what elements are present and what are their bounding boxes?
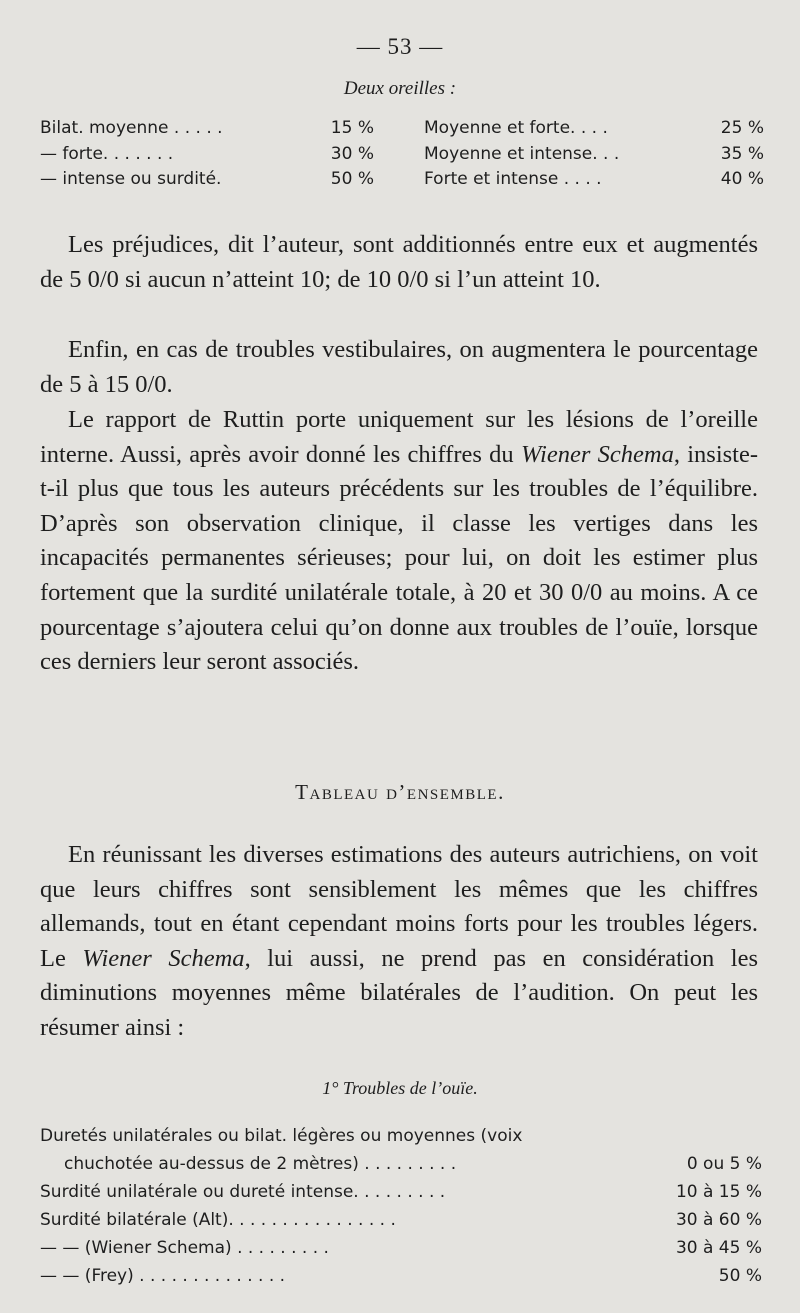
table-row: [40, 142, 764, 168]
table-row: [40, 1234, 762, 1262]
hearing-value: 0 ou 5 %: [686, 1154, 762, 1174]
ruttin-text-after: , insiste-t-il plus que tous les auteurs précédents sur les troubles de l’équilibre. D’après son observation clinique, il classe les vertiges dans les incapacités permanentes sérieuses; pour lui, on doit les estimer plus fortement que la surdité unilatérale totale, à 20 et 30 0/0 au moins. A ce pourcentage s’ajoutera celui qu’on donne aux troubles de l’ouïe, lorsque ces derniers leur seront associés.: [40, 440, 759, 676]
summary-text-after: , lui aussi, ne prend pas en considération les diminutions moyennes même bilatérales de l’audition. On peut les résumer ainsi :: [40, 944, 759, 1041]
ears-right-label: Moyenne et intense. . .: [424, 143, 620, 164]
table-row: [40, 167, 764, 193]
ears-left-percent: 50 %: [330, 169, 374, 189]
table-row: [40, 1262, 762, 1290]
ruttin-wiener-schema: Wiener Schema: [520, 440, 674, 468]
ears-left-percent: 15 %: [330, 118, 374, 138]
ears-left-percent: 30 %: [330, 143, 374, 164]
hearing-label: Duretés unilatérales ou bilat. légères ou moyennes (voix: [40, 1126, 523, 1146]
ears-right-percent: 40 %: [720, 169, 764, 189]
summary-text-before: En réunissant les diverses estimations des auteurs autrichiens, on voit que leurs chiffres sont sensiblement les mêmes que les chiffres allemands, tout en étant cependant moins forts pour les troubles légers. Le: [40, 841, 758, 972]
ears-right-label: Moyenne et forte. . . .: [424, 118, 608, 138]
hearing-title: 1° Troubles de l’ouïe.: [322, 1078, 478, 1098]
ears-left-label: Bilat. moyenne . . . . .: [40, 118, 223, 138]
ears-right-percent: 25 %: [720, 118, 764, 138]
paragraph-vestibular: Enfin, en cas de troubles vestibulaires, on augmentera le pourcentage de 5 à 15 0/0.: [40, 336, 758, 398]
page-number: — 53 —: [356, 34, 444, 59]
hearing-value: [642, 1122, 762, 1150]
paragraph-prejudices: Les préjudices, dit l’auteur, sont additionnés entre eux et augmentés de 5 0/0 si aucun n’atteint 10; de 10 0/0 si l’un atteint 10.: [40, 231, 758, 293]
hearing-label: chuchotée au-dessus de 2 mètres) . . . . . . . . .: [64, 1154, 457, 1174]
section-heading: Tableau d’ensemble.: [295, 780, 505, 804]
summary-wiener-schema: Wiener Schema: [82, 944, 245, 972]
ears-left-label: — forte. . . . . . .: [40, 143, 174, 164]
table-row: [40, 116, 764, 142]
ruttin-text-before: Le rapport de Ruttin porte uniquement sur les lésions de l’oreille interne. Aussi, après avoir donné les chiffres du: [40, 406, 758, 468]
paragraph-summary: [40, 838, 758, 1046]
ears-left-label: — intense ou surdité.: [40, 169, 222, 189]
hearing-table: [40, 1122, 762, 1290]
paragraph-ruttin: [40, 403, 758, 680]
hearing-value: 30 à 60 %: [675, 1210, 762, 1230]
hearing-label: — — (Frey) . . . . . . . . . . . . . .: [40, 1266, 286, 1286]
hearing-value: 10 à 15 %: [675, 1182, 762, 1202]
two-ears-table: [40, 116, 764, 193]
hearing-label: — — (Wiener Schema) . . . . . . . . .: [40, 1238, 329, 1258]
hearing-label: Surdité bilatérale (Alt). . . . . . . . . . . . . . . .: [40, 1210, 396, 1230]
ears-right-label: Forte et intense . . . .: [424, 169, 602, 189]
hearing-value: 50 %: [718, 1266, 762, 1286]
table-row: [40, 1178, 762, 1206]
table-row: [40, 1150, 762, 1178]
table-row: [40, 1122, 762, 1150]
hearing-label: Surdité unilatérale ou dureté intense. . . . . . . . .: [40, 1182, 446, 1202]
table-row: [40, 1206, 762, 1234]
ears-right-percent: 35 %: [720, 143, 764, 164]
hearing-value: 30 à 45 %: [675, 1238, 762, 1258]
two-ears-title: Deux oreilles :: [343, 78, 457, 99]
